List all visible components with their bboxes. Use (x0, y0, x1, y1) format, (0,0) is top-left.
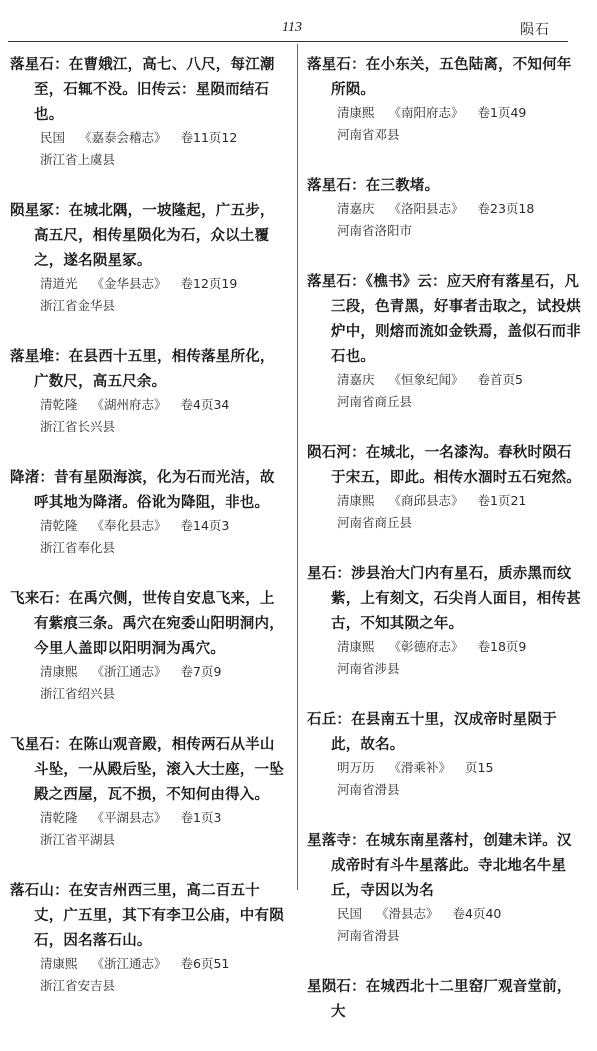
location: 河南省邓县 (337, 127, 400, 142)
citation-edition: 清康熙 (40, 956, 78, 971)
source-citation (337, 369, 583, 391)
location: 河南省涉县 (337, 661, 400, 676)
citation-ref: 卷1页3 (180, 810, 222, 825)
location: 浙江省上虞县 (40, 152, 116, 167)
citation-book: 《金华县志》 (91, 276, 167, 291)
entry-text: 落星石：《樵书》云：应天府有落星石，凡三段，色青黑，好事者击取之，试投烘炉中，则熔而流如金铁焉，盖似石而非石也。 (307, 273, 581, 365)
entry-text: 石丘：在县南五十里，汉成帝时星陨于此，故名。 (307, 711, 557, 753)
entry-text: 飞来石：在禹穴侧，世传自安息飞来，上有紫痕三条。禹穴在宛委山阳明洞内，今里人盖即以阳明洞为禹穴。 (10, 590, 284, 657)
entry (10, 586, 286, 705)
source-citation (40, 394, 286, 416)
citation-book: 《湖州府志》 (91, 397, 167, 412)
entry-text: 陨石河：在城北，一名漆沟。春秋时陨石于宋五，即此。相传水涸时五石宛然。 (307, 444, 581, 486)
location: 河南省滑县 (337, 782, 400, 797)
source-citation (337, 903, 583, 925)
citation-book: 《恒象纪闻》 (388, 372, 464, 387)
source-citation (40, 807, 286, 829)
citation-edition: 明万历 (337, 760, 375, 775)
citation-book: 《滑乘补》 (388, 760, 452, 775)
entry (10, 878, 286, 997)
citation-ref: 卷23页18 (477, 201, 535, 216)
citation-edition: 清嘉庆 (337, 372, 375, 387)
location: 浙江省金华县 (40, 298, 116, 313)
entry-text: 降渚：昔有星陨海滨，化为石而光洁，故呼其地为降渚。俗讹为降阻，非也。 (10, 469, 275, 511)
entry-text: 落星石：在曹娥江，高七、八尺，每江潮至，石辄不没。旧传云：星陨而结石也。 (10, 56, 275, 123)
citation-ref: 卷7页9 (180, 664, 222, 679)
right-column (307, 52, 583, 1051)
citation-ref: 卷6页51 (180, 956, 230, 971)
entry-text: 星石：涉县治大门内有星石，质赤黑而纹紫，上有刻文，石尖肖人面目，相传甚古，不知其陨之年。 (307, 565, 581, 632)
citation-edition: 民国 (40, 130, 66, 145)
location: 浙江省长兴县 (40, 419, 116, 434)
citation-edition: 清乾隆 (40, 810, 78, 825)
location: 河南省商丘县 (337, 394, 413, 409)
location: 浙江省绍兴县 (40, 686, 116, 701)
citation-book: 《滑县志》 (376, 906, 439, 921)
entry (307, 52, 583, 146)
citation-book: 《浙江通志》 (91, 664, 167, 679)
location: 浙江省奉化县 (40, 540, 116, 555)
section-label: 陨石 (520, 22, 550, 38)
entry (307, 974, 583, 1024)
entry-text: 陨星冢：在城北隅，一坡隆起，广五步，高五尺，相传星陨化为石，众以土覆之，遂名陨星冢。 (10, 202, 275, 269)
header-rule (8, 41, 568, 42)
column-divider (297, 44, 298, 890)
left-column (10, 52, 286, 1024)
entry (307, 440, 583, 534)
citation-ref: 页15 (465, 760, 494, 775)
citation-book: 《洛阳县志》 (388, 201, 464, 216)
source-citation (40, 953, 286, 975)
citation-edition: 民国 (337, 906, 363, 921)
entry (307, 269, 583, 413)
entry-text: 落星石：在小东关，五色陆离，不知何年所陨。 (307, 56, 572, 98)
citation-book: 《浙江通志》 (91, 956, 167, 971)
location: 浙江省安吉县 (40, 978, 116, 993)
page-number: 113 (282, 20, 302, 35)
citation-ref: 卷12页19 (180, 276, 238, 291)
entry-text: 飞星石：在陈山观音殿，相传两石从半山斗坠，一从殿后坠，滚入大士座，一坠殿之西屋，瓦不损，不知何由得入。 (10, 736, 284, 803)
source-citation (337, 102, 583, 124)
citation-edition: 清康熙 (40, 664, 78, 679)
citation-ref: 卷4页34 (180, 397, 230, 412)
entry (307, 828, 583, 947)
source-citation (337, 757, 583, 779)
entry (10, 732, 286, 851)
location: 河南省滑县 (337, 928, 400, 943)
location: 河南省商丘县 (337, 515, 413, 530)
source-citation (40, 127, 286, 149)
citation-edition: 清康熙 (337, 105, 375, 120)
citation-edition: 清乾隆 (40, 518, 78, 533)
citation-edition: 清康熙 (337, 639, 375, 654)
citation-book: 《奉化县志》 (91, 518, 167, 533)
entry-text: 落星堆：在县西十五里，相传落星所化，广数尺，高五尺余。 (10, 348, 275, 390)
entry (10, 344, 286, 438)
citation-ref: 卷4页40 (452, 906, 502, 921)
citation-ref: 卷11页12 (180, 130, 238, 145)
citation-book: 《商邱县志》 (388, 493, 464, 508)
location: 河南省洛阳市 (337, 223, 413, 238)
citation-ref: 卷14页3 (180, 518, 230, 533)
citation-ref: 卷1页49 (477, 105, 527, 120)
citation-book: 《南阳府志》 (388, 105, 464, 120)
location: 浙江省平湖县 (40, 832, 116, 847)
citation-ref: 卷1页21 (477, 493, 527, 508)
entry (307, 707, 583, 801)
citation-book: 《彰德府志》 (388, 639, 464, 654)
entry (10, 198, 286, 317)
source-citation (40, 661, 286, 683)
source-citation (40, 515, 286, 537)
page-header (0, 0, 597, 44)
source-citation (337, 636, 583, 658)
citation-edition: 清乾隆 (40, 397, 78, 412)
entry-text: 落星石：在三教堵。 (307, 177, 440, 194)
citation-book: 《嘉泰会稽志》 (79, 130, 167, 145)
citation-edition: 清康熙 (337, 493, 375, 508)
entry (307, 561, 583, 680)
entry-text: 星陨石：在城西北十二里窑厂观音堂前，大 (307, 978, 572, 1020)
citation-book: 《平湖县志》 (91, 810, 167, 825)
source-citation (337, 490, 583, 512)
entry-text: 星落寺：在城东南星落村，创建未详。汉成帝时有斗牛星落此。寺北地名牛星丘，寺因以为名 (307, 832, 572, 899)
source-citation (40, 273, 286, 295)
source-citation (337, 198, 583, 220)
citation-ref: 卷首页5 (477, 372, 523, 387)
citation-edition: 清嘉庆 (337, 201, 375, 216)
entry (307, 173, 583, 242)
entry (10, 465, 286, 559)
citation-edition: 清道光 (40, 276, 78, 291)
entry (10, 52, 286, 171)
entry-text: 落石山：在安吉州西三里，高二百五十丈，广五里，其下有李卫公庙，中有陨石，因名落石山。 (10, 882, 284, 949)
citation-ref: 卷18页9 (477, 639, 527, 654)
